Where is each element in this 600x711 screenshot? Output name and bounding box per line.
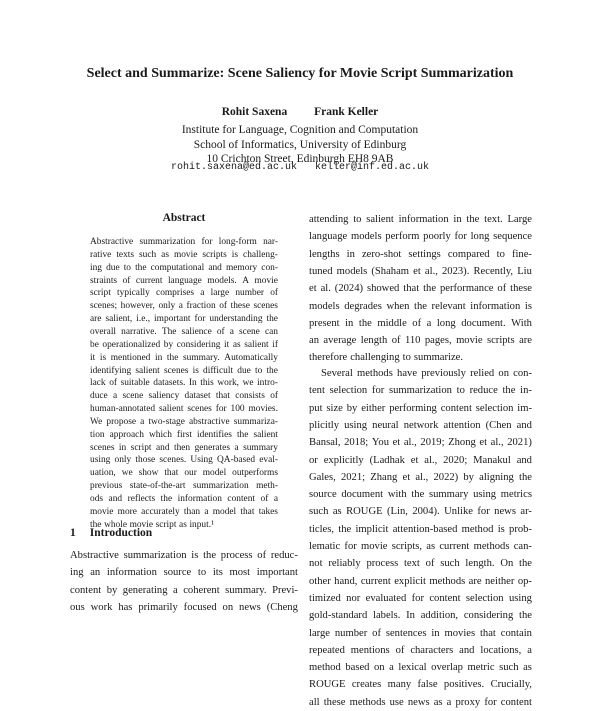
section-title: Introduction <box>89 527 153 539</box>
text-line: plicitly using neural network attention (Chen and <box>309 419 532 431</box>
text-line: script typically comprises a large number of <box>90 288 278 299</box>
text-line: lengths in zero-shot settings compared to fine- <box>309 248 532 260</box>
text-line: et al. (2024) showed that the performance of these <box>309 283 532 295</box>
text-line: be operationalized by considering it as salient if <box>90 339 278 350</box>
text-line: put size by either performing content selection im- <box>309 402 532 414</box>
text-line: not reliably process text of such length. On the <box>309 558 532 570</box>
email-address: rohit.saxena@ed.ac.uk <box>170 162 297 173</box>
text-line: rative texts such as movie scripts is challeng- <box>90 249 278 260</box>
text-line: models degrades when the relevant information is <box>309 300 532 312</box>
text-line: lematic for movie scripts, as current methods can- <box>309 541 532 552</box>
text-line: or explicitly (Ladhak et al., 2020; Manakul and <box>309 454 532 466</box>
text-line: large number of sentences in movies that contain <box>309 627 532 639</box>
email-address: keller@inf.ed.ac.uk <box>315 162 430 173</box>
text-line: duce a scene saliency dataset that consists of <box>90 391 278 402</box>
text-line: repeated mentions of characters and locations, a <box>309 644 532 656</box>
text-line: an average length of 110 pages, movie scripts are <box>309 335 532 347</box>
text-line: such as ROUGE (Lin, 2004). Unlike for news ar- <box>309 506 532 518</box>
text-line: Bansal, 2018; You et al., 2019; Zhong et al., 2021) <box>309 437 532 449</box>
text-line: tion approach which first identifies the salient <box>90 429 278 440</box>
text-line: uation, we show that our model outperforms <box>90 468 278 479</box>
text-line: Gales, 2021; Zhang et al., 2022) by aligning the <box>309 471 532 483</box>
text-line: overall narrative. The salience of a scene can <box>90 326 278 337</box>
paper-title: Select and Summarize: Scene Saliency for Movie Script Summarization <box>86 66 514 81</box>
text-line: are salient, i.e., important for understanding the <box>90 314 278 325</box>
text-line: previous state-of-the-art summarization meth- <box>90 481 278 492</box>
text-line: human-annotated salient scenes for 100 movies. <box>90 404 278 415</box>
text-line: other hand, current explicit methods are neither op- <box>309 575 532 587</box>
text-line: ticles, the implicit attention-based method is prob- <box>309 523 532 535</box>
author-name: Rohit Saxena <box>221 106 288 118</box>
text-line: identifying salient scenes is difficult due to the <box>90 365 278 376</box>
section-number: 1 <box>70 527 76 539</box>
text-line: Abstractive summarization is the process of reduc- <box>70 550 298 561</box>
text-line: straints of current language models. A movie <box>90 275 278 286</box>
author-name: Frank Keller <box>314 106 379 118</box>
text-line: source document with the summary using metrics <box>309 489 532 501</box>
affiliation-line: School of Informatics, University of Edinburg <box>193 139 407 151</box>
text-line: Abstractive summarization for long-form nar- <box>90 237 278 247</box>
text-line: ing an information source to its most important <box>70 567 298 579</box>
text-line: movie more accurately than a model that takes <box>90 506 278 517</box>
text-line: lack of suitable datasets. In this work, we intro- <box>90 378 278 389</box>
text-line: tuned models (Shaham et al., 2023). Recently, Liu <box>309 265 532 277</box>
text-line: We propose a two-stage abstractive summariza- <box>90 416 278 427</box>
text-line: therefore challenging to summarize. <box>309 352 464 364</box>
author-list <box>0 106 600 118</box>
text-line: content by generating a coherent summary. Previ- <box>70 584 298 596</box>
text-line: ous work has primarily focused on news (Cheng <box>70 601 298 613</box>
section-heading <box>70 527 152 539</box>
text-line: language models perform poorly for long sequence <box>309 231 532 243</box>
text-line: Several methods have previously relied on con- <box>321 368 532 379</box>
text-line: attending to salient information in the text. Large <box>309 214 532 225</box>
text-line: the whole movie script as input.¹ <box>90 519 214 530</box>
email-list <box>0 162 600 173</box>
text-line: ing due to the computational and memory con- <box>90 262 278 273</box>
text-line: present in the middle of a long document. With <box>309 317 532 329</box>
text-line: it is mentioned in the summary. Automatically <box>90 352 278 363</box>
text-line: scenes; however, only a fraction of these scenes <box>90 301 278 312</box>
text-line: using only those scenes. Using QA-based eval- <box>90 455 278 466</box>
text-line: timized nor evaluated for content selection using <box>309 592 532 604</box>
text-line: all these methods use news as a proxy for content <box>309 696 532 708</box>
text-line: scenes in script and then generates a summary <box>90 442 278 453</box>
text-line: tent selection for summarization to reduce the in- <box>309 385 532 397</box>
text-line: ROUGE creates many false positives. Crucially, <box>309 679 532 691</box>
text-line: method based on a lexical overlap metric such as <box>309 662 532 674</box>
affiliation-line: 10 Crichton Street, Edinburgh EH8 9AB <box>206 153 394 165</box>
text-line: gold-standard labels. In addition, considering the <box>309 610 532 622</box>
text-line: ods and reflects the information content of a <box>90 494 278 504</box>
affiliation-line: Institute for Language, Cognition and Computation <box>181 124 419 136</box>
abstract-heading: Abstract <box>162 212 206 224</box>
